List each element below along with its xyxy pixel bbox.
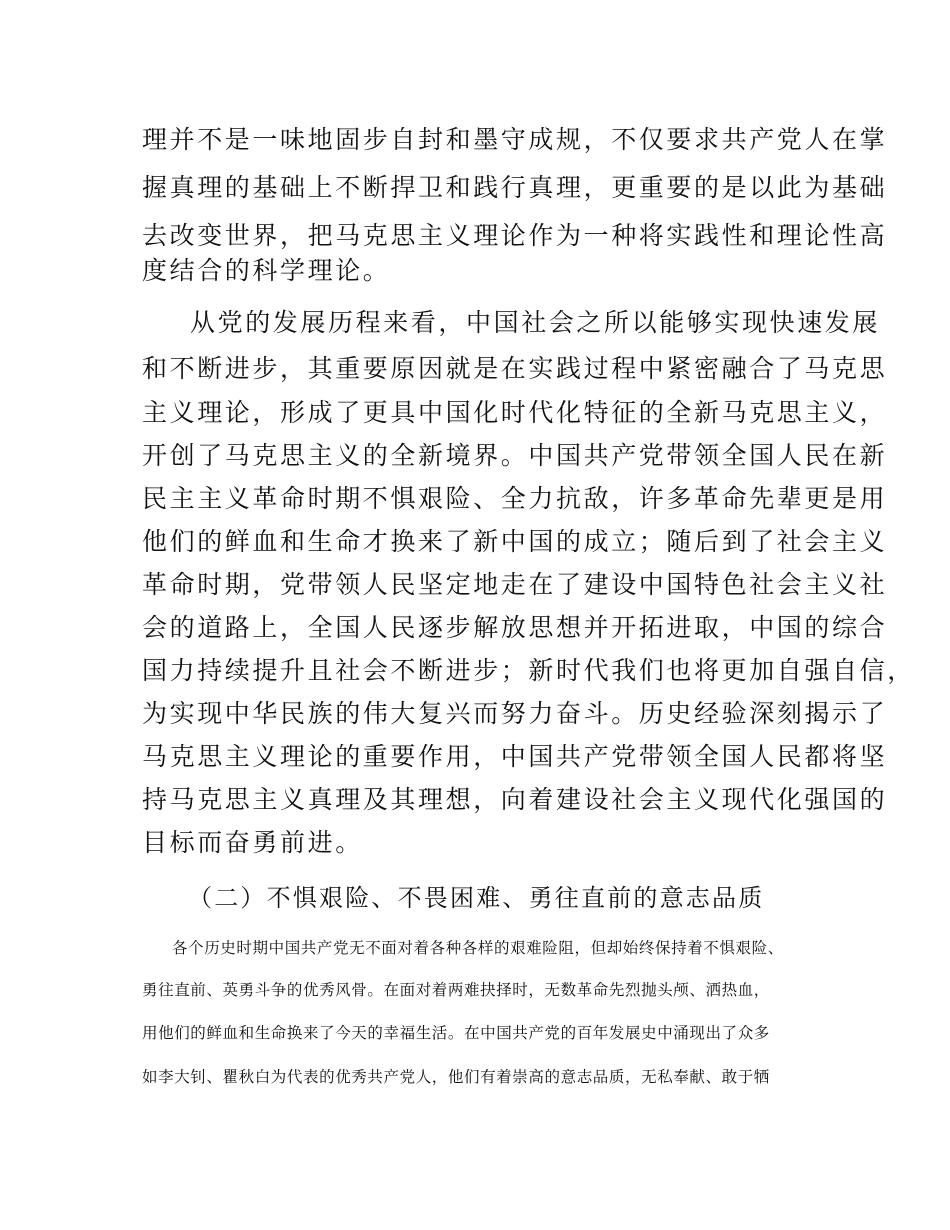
- paragraph-line: 握真理的基础上不断捍卫和践行真理，更重要的是以此为基础: [142, 173, 888, 202]
- paragraph-line: 度结合的科学理论。: [142, 256, 391, 285]
- paragraph-line: 革命时期，党带领人民坚定地走在了建设中国特色社会主义社: [142, 570, 888, 599]
- paragraph-line: 开创了马克思主义的全新境界。中国共产党带领全国人民在新: [142, 441, 888, 470]
- paragraph-line: 从党的发展历程来看，中国社会之所以能够实现快速发展: [190, 308, 881, 337]
- paragraph-line: 持马克思主义真理及其理想，向着建设社会主义现代化强国的: [142, 785, 888, 814]
- paragraph-line: 勇往直前、英勇斗争的优秀风骨。在面对着两难抉择时，无数革命先烈抛头颅、洒热血，: [142, 981, 770, 999]
- paragraph-line: 他们的鲜血和生命才换来了新中国的成立；随后到了社会主义: [142, 527, 888, 556]
- paragraph-line: 和不断进步，其重要原因就是在实践过程中紧密融合了马克思: [142, 354, 888, 383]
- paragraph-line: 用他们的鲜血和生命换来了今天的幸福生活。在中国共产党的百年发展史中涌现出了众多: [142, 1024, 770, 1042]
- paragraph-line: 国力持续提升且社会不断进步；新时代我们也将更加自强自信，: [142, 656, 915, 685]
- paragraph-line: 民主主义革命时期不惧艰险、全力抗敌，许多革命先辈更是用: [142, 484, 888, 513]
- paragraph-line: 为实现中华民族的伟大复兴而努力奋斗。历史经验深刻揭示了: [142, 699, 888, 728]
- section-heading: （二）不惧艰险、不畏困难、勇往直前的意志品质: [188, 884, 765, 912]
- paragraph-line: 马克思主义理论的重要作用，中国共产党带领全国人民都将坚: [142, 742, 888, 771]
- paragraph-line: 去改变世界，把马克思主义理论作为一种将实践性和理论性高: [142, 221, 888, 250]
- paragraph-line: 会的道路上，全国人民逐步解放思想并开拓进取，中国的综合: [142, 613, 888, 642]
- paragraph-line: 各个历史时期中国共产党无不面对着各种各样的艰难险阻，但却始终保持着不惧艰险、: [172, 939, 784, 957]
- paragraph-line: 如李大钊、瞿秋白为代表的优秀共产党人，他们有着崇高的意志品质，无私奉献、敢于牺: [142, 1068, 770, 1086]
- paragraph-line: 主义理论，形成了更具中国化时代化特征的全新马克思主义，: [142, 398, 888, 427]
- paragraph-line: 理并不是一味地固步自封和墨守成规，不仅要求共产党人在掌: [142, 125, 888, 154]
- paragraph-line: 目标而奋勇前进。: [142, 828, 363, 857]
